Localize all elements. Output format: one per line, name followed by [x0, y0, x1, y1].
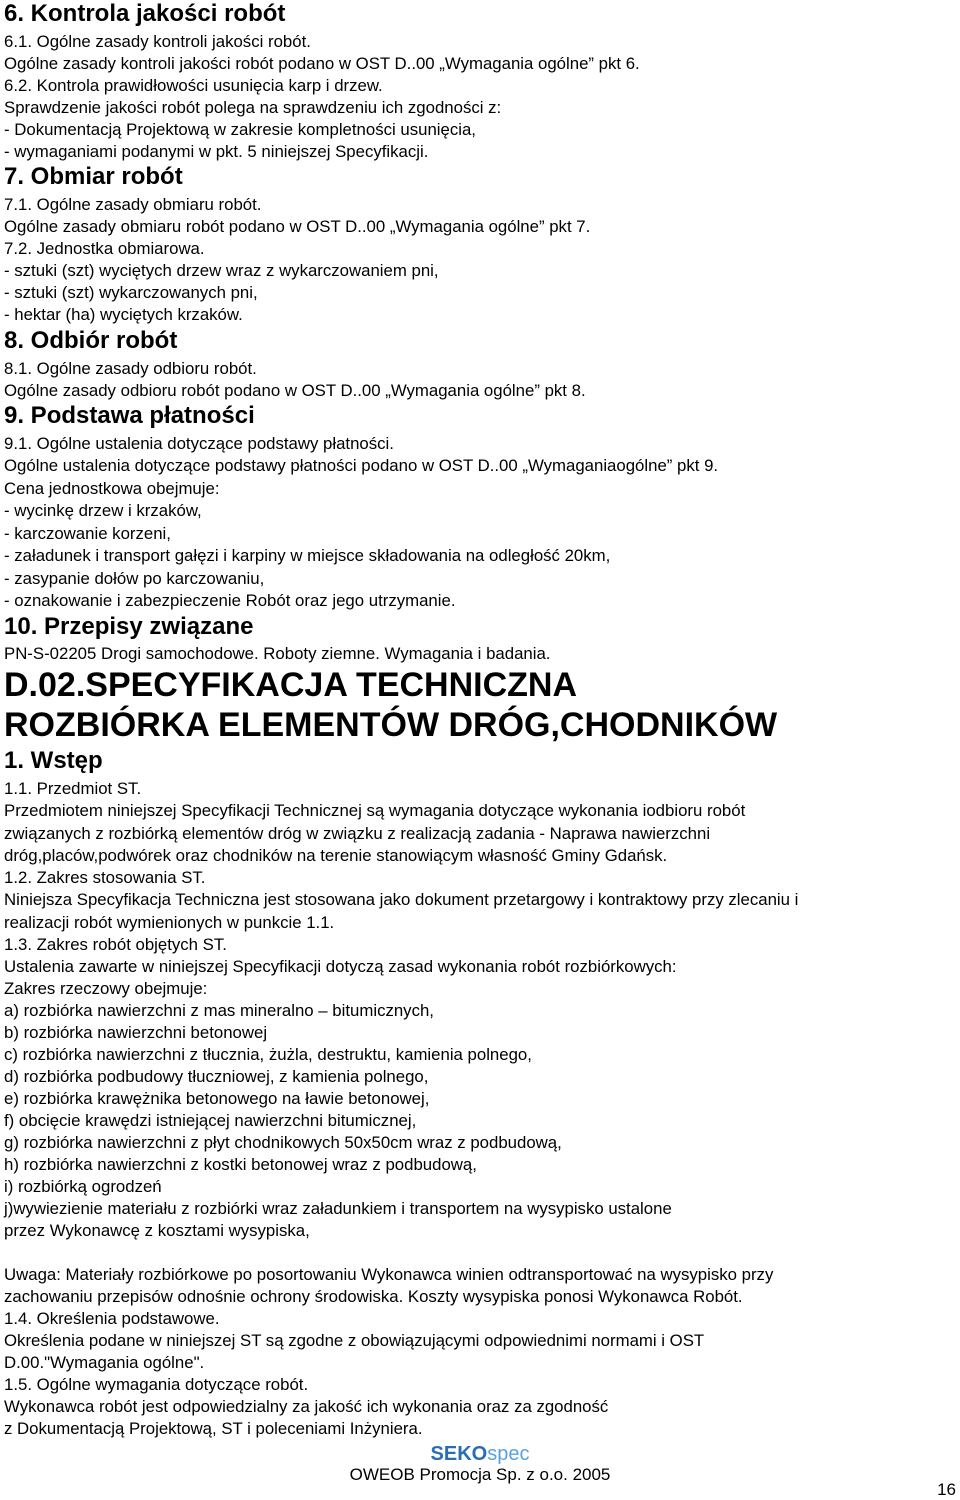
footer-company: OWEOB Promocja Sp. z o.o. 2005 — [349, 1465, 611, 1484]
text-line: Przedmiotem niniejszej Specyfikacji Technicznej są wymagania dotyczące wykonania iodbioru robót — [4, 801, 746, 820]
text-line: f) obcięcie krawędzi istniejącej nawierzchni bitumicznej, — [4, 1111, 417, 1130]
text-line: i) rozbiórką ogrodzeń — [4, 1177, 162, 1196]
text-line: e) rozbiórka krawężnika betonowego na ławie betonowej, — [4, 1089, 430, 1108]
text-line: Ogólne zasady odbioru robót podano w OST D..00 „Wymagania ogólne” pkt 8. — [4, 381, 586, 400]
text-line: - sztuki (szt) wykarczowanych pni, — [4, 283, 258, 302]
text-line: związanych z rozbiórką elementów dróg w związku z realizacją zadania - Naprawa nawierzchni — [4, 824, 711, 843]
text-line: g) rozbiórka nawierzchni z płyt chodnikowych 50x50cm wraz z podbudową, — [4, 1133, 562, 1152]
text-line: 8.1. Ogólne zasady odbioru robót. — [4, 359, 257, 378]
text-line: h) rozbiórka nawierzchni z kostki betonowej wraz z podbudową, — [4, 1155, 477, 1174]
text-line: dróg,placów,podwórek oraz chodników na terenie stanowiącym własność Gminy Gdańsk. — [4, 846, 668, 865]
text-line: Zakres rzeczowy obejmuje: — [4, 979, 208, 998]
text-line: 6.2. Kontrola prawidłowości usunięcia karp i drzew. — [4, 76, 383, 95]
text-line: 1.5. Ogólne wymagania dotyczące robót. — [4, 1375, 309, 1394]
text-line: - Dokumentacją Projektową w zakresie kompletności usunięcia, — [4, 120, 476, 139]
text-line: - oznakowanie i zabezpieczenie Robót oraz jego utrzymanie. — [4, 591, 456, 610]
text-line: Określenia podane w niniejszej ST są zgodne z obowiązującymi odpowiednimi normami i OST — [4, 1331, 705, 1350]
text-line: Ustalenia zawarte w niniejszej Specyfikacji dotyczą zasad wykonania robót rozbiórkowych: — [4, 957, 677, 976]
text-line: Ogólne zasady obmiaru robót podano w OST D..00 „Wymagania ogólne” pkt 7. — [4, 217, 591, 236]
text-line: 9.1. Ogólne ustalenia dotyczące podstawy płatności. — [4, 434, 394, 453]
text-line: 1.4. Określenia podstawowe. — [4, 1309, 220, 1328]
text-line: Wykonawca robót jest odpowiedzialny za jakość ich wykonania oraz za zgodność — [4, 1397, 609, 1416]
section-heading: D.02.SPECYFIKACJA TECHNICZNA — [4, 666, 578, 704]
page-number: 16 — [937, 1480, 956, 1499]
section-heading: 10. Przepisy związane — [4, 613, 254, 640]
text-line: Ogólne ustalenia dotyczące podstawy płatności podano w OST D..00 „Wymaganiaogólne” pkt 9. — [4, 456, 719, 475]
logo-seko: SEKO — [430, 1443, 488, 1465]
text-line: 7.1. Ogólne zasady obmiaru robót. — [4, 195, 262, 214]
text-line: 1.1. Przedmiot ST. — [4, 779, 142, 798]
text-line: Cena jednostkowa obejmuje: — [4, 479, 220, 498]
text-line: przez Wykonawcę z kosztami wysypiska, — [4, 1221, 310, 1240]
text-line: realizacji robót wymienionych w punkcie 1.1. — [4, 913, 335, 932]
text-line: - sztuki (szt) wyciętych drzew wraz z wykarczowaniem pni, — [4, 261, 439, 280]
text-line: Ogólne zasady kontroli jakości robót podano w OST D..00 „Wymagania ogólne” pkt 6. — [4, 54, 640, 73]
section-heading: 6. Kontrola jakości robót — [4, 0, 286, 27]
logo-spec: spec — [487, 1443, 530, 1465]
text-line: - wycinkę drzew i krzaków, — [4, 501, 202, 520]
text-line: - hektar (ha) wyciętych krzaków. — [4, 305, 243, 324]
section-heading: 8. Odbiór robót — [4, 327, 178, 354]
section-heading: 9. Podstawa płatności — [4, 402, 255, 429]
text-line: d) rozbiórka podbudowy tłuczniowej, z kamienia polnego, — [4, 1067, 429, 1086]
footer-logo — [0, 1442, 960, 1466]
text-line: 7.2. Jednostka obmiarowa. — [4, 239, 205, 258]
text-line: - załadunek i transport gałęzi i karpiny w miejsce składowania na odległość 20km, — [4, 546, 611, 565]
section-heading: ROZBIÓRKA ELEMENTÓW DRÓG,CHODNIKÓW — [4, 706, 778, 744]
text-line: Niniejsza Specyfikacja Techniczna jest stosowana jako dokument przetargowy i kontraktowy przy zlecaniu i — [4, 890, 799, 909]
text-line: j)wywiezienie materiału z rozbiórki wraz załadunkiem i transportem na wysypisko ustalone — [4, 1199, 672, 1218]
text-line: 1.2. Zakres stosowania ST. — [4, 868, 206, 887]
text-line: b) rozbiórka nawierzchni betonowej — [4, 1023, 268, 1042]
text-line: 6.1. Ogólne zasady kontroli jakości robót. — [4, 32, 311, 51]
text-line: zachowaniu przepisów odnośnie ochrony środowiska. Koszty wysypiska ponosi Wykonawca Robót. — [4, 1287, 743, 1306]
text-line: c) rozbiórka nawierzchni z tłucznia, żużla, destruktu, kamienia polnego, — [4, 1045, 532, 1064]
text-line: Uwaga: Materiały rozbiórkowe po posortowaniu Wykonawca winien odtransportować na wysypisko przy — [4, 1265, 774, 1284]
text-line: Sprawdzenie jakości robót polega na sprawdzeniu ich zgodności z: — [4, 98, 502, 117]
section-heading: 1. Wstęp — [4, 747, 103, 774]
text-line: - wymaganiami podanymi w pkt. 5 niniejszej Specyfikacji. — [4, 142, 429, 161]
text-line: 1.3. Zakres robót objętych ST. — [4, 935, 227, 954]
text-line: a) rozbiórka nawierzchni z mas mineralno – bitumicznych, — [4, 1001, 434, 1020]
text-line: - zasypanie dołów po karczowaniu, — [4, 569, 265, 588]
text-line: - karczowanie korzeni, — [4, 524, 171, 543]
text-line: z Dokumentacją Projektową, ST i poleceniami Inżyniera. — [4, 1419, 423, 1438]
text-line: PN-S-02205 Drogi samochodowe. Roboty ziemne. Wymagania i badania. — [4, 644, 551, 663]
text-line: D.00."Wymagania ogólne". — [4, 1353, 205, 1372]
section-heading: 7. Obmiar robót — [4, 163, 183, 190]
